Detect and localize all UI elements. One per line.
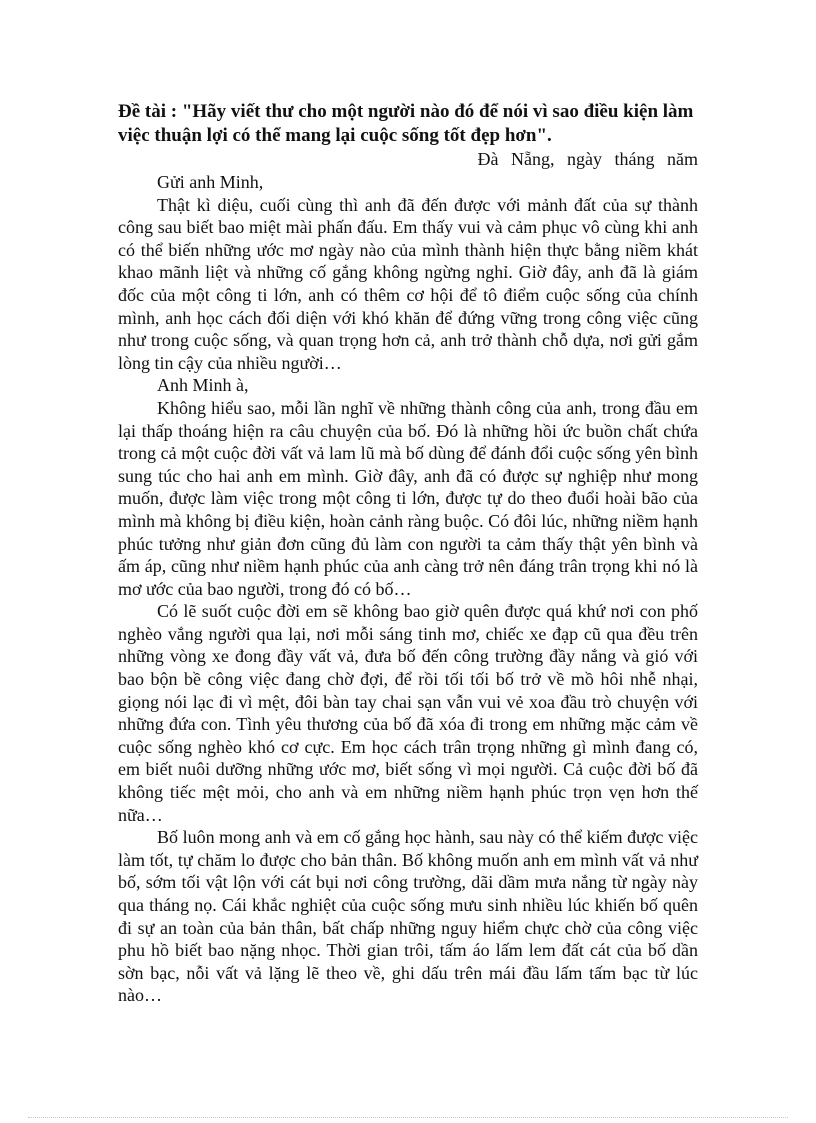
paragraph: Không hiểu sao, mỗi lần nghĩ về những thành công của anh, trong đầu em lại thấp thoáng hiện ra câu chuyện của bố. Đó là những hồi ức buồn chất chứa trong cả một cuộc đời vất vả lam lũ mà bố dùng để đánh đổi cuộc sống yên bình sung túc cho hai anh em mình. Giờ đây, anh đã có được sự nghiệp như mong muốn, được làm việc trong một công ti lớn, được tự do theo đuổi hoài bão của mình mà không bị điều kiện, hoàn cảnh ràng buộc. Có đôi lúc, những niềm hạnh phúc tưởng như giản đơn cũng đủ làm con người ta cảm thấy thật yên bình và ấm áp, cũng như niềm hạnh phúc của anh càng trở nên đáng trân trọng khi nó là mơ ước của bao người, trong đó có bố… [118, 397, 698, 599]
paragraph: Bố luôn mong anh và em cố gắng học hành, sau này có thể kiếm được việc làm tốt, tự chăm lo được cho bản thân. Bố không muốn anh em mình vất vả như bố, sớm tối vật lộn với cát bụi nơi công trường, dãi dầm mưa nắng từ ngày này qua tháng nọ. Cái khắc nghiệt của cuộc sống mưu sinh nhiều lúc khiến bố quên đi sự an toàn của bản thân, bất chấp những nguy hiểm chực chờ của công việc phu hồ biết bao nặng nhọc. Thời gian trôi, tấm áo lấm lem đất cát của bố dần sờn bạc, nỗi vất vả lặng lẽ theo về, ghi dấu trên mái đầu lấm tấm bạc từ lúc nào… [118, 827, 698, 1006]
paragraph: Thật kì diệu, cuối cùng thì anh đã đến được với mảnh đất của sự thành công sau biết bao miệt mài phấn đấu. Em thấy vui và cảm phục vô cùng khi anh có thể biến những ước mơ ngày nào của mình thành hiện thực bằng niềm khát khao mãnh liệt và những cố gắng không ngừng nghỉ. Giờ đây, anh đã là giám đốc của một công ti lớn, anh có thêm cơ hội để tô điểm cuộc sống của chính mình, anh học cách đối diện với khó khăn để đứng vững trong công việc cũng như trong cuộc sống, và quan trọng hơn cả, anh trở thành chỗ dựa, nơi gửi gắm lòng tin cậy của nhiều người… [118, 194, 698, 373]
essay-title: Đề tài : "Hãy viết thư cho một người nào đó để nói vì sao điều kiện làm việc thuận lợi có thể mang lại cuộc sống tốt đẹp hơn". [118, 101, 694, 146]
paragraph: Anh Minh à, [157, 375, 249, 396]
paragraph: Có lẽ suốt cuộc đời em sẽ không bao giờ quên được quá khứ nơi con phố nghèo vắng người qua lại, nơi mỗi sáng tinh mơ, chiếc xe đạp cũ qua đều trên những vòng xe đong đầy vất vả, đưa bố đến công trường đầy nắng và gió với bao bộn bề công việc đang chờ đợi, để rồi tối tối bố trở về mồ hôi nhễ nhại, giọng nói lạc đi vì mệt, đôi bàn tay chai sạn vẫn vui vẻ xoa đầu trò chuyện với những đứa con. Tình yêu thương của bố đã xóa đi trong em những mặc cảm về cuộc sống nghèo khó cơ cực. Em học cách trân trọng những gì mình đang có, em biết nuôi dưỡng những ước mơ, biết sống vì mọi người. Cả cuộc đời bố đã không tiếc mệt mỏi, cho anh và em những niềm hạnh phúc trọn vẹn hơn thế nữa… [118, 601, 698, 825]
document-body [118, 100, 698, 1007]
date-line: Đà Nẵng, ngày tháng năm [477, 149, 698, 169]
greeting: Gửi anh Minh, [157, 172, 264, 192]
page-bottom-divider [28, 1117, 788, 1118]
